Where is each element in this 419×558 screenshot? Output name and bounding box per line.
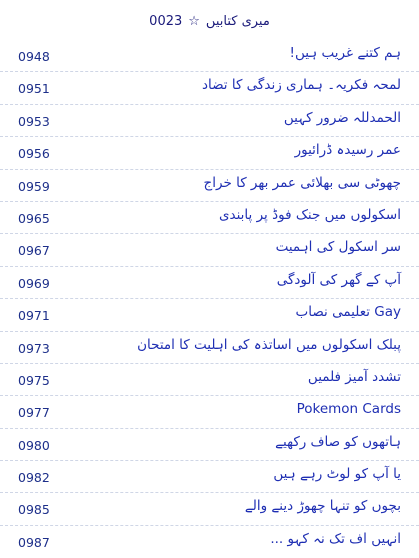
list-item	[0, 429, 419, 461]
item-title-link[interactable]: سر اسکول کی اہمیت	[275, 239, 401, 256]
list-item	[0, 137, 419, 169]
item-title-link[interactable]: انہیں اف تک نہ کہو ...	[270, 530, 401, 547]
article-list	[0, 40, 419, 558]
item-title-link[interactable]: چھوٹی سی بھلائی عمر بھر کا خراج	[203, 174, 401, 191]
list-item	[0, 526, 419, 558]
list-item	[0, 332, 419, 364]
item-number: 0959	[18, 178, 50, 194]
item-number: 0953	[18, 113, 50, 129]
item-number: 0975	[18, 372, 50, 388]
item-title-link[interactable]: Pokemon Cards	[296, 401, 401, 418]
item-number: 0977	[18, 405, 50, 421]
item-title-link[interactable]: ہاتھوں کو صاف رکھیے	[275, 433, 401, 450]
item-title-link[interactable]: تشدد آمیز فلمیں	[307, 368, 401, 385]
item-number: 0956	[18, 146, 50, 162]
item-number: 0980	[18, 437, 50, 453]
item-title-link[interactable]: پبلک اسکولوں میں اساتذہ کی اہلیت کا امتحان	[137, 336, 401, 353]
item-number: 0951	[18, 81, 50, 97]
list-item	[0, 364, 419, 396]
list-item	[0, 234, 419, 266]
list-item	[0, 396, 419, 428]
item-number: 0985	[18, 502, 50, 518]
list-item	[0, 267, 419, 299]
list-item	[0, 202, 419, 234]
header-title: میری کتابیں	[205, 13, 270, 29]
item-title-link[interactable]: بچوں کو تنہا چھوڑ دینے والے	[244, 498, 401, 515]
item-title-link[interactable]: ہم کتنے غریب ہیں!	[289, 45, 401, 61]
list-item	[0, 299, 419, 331]
list-item	[0, 461, 419, 493]
list-item	[0, 105, 419, 137]
item-number: 0973	[18, 340, 50, 356]
list-item	[0, 40, 419, 72]
list-item	[0, 72, 419, 104]
list-item	[0, 493, 419, 525]
item-number: 0982	[18, 470, 50, 486]
item-title-link[interactable]: یا آپ کو لوٹ رہے ہیں	[273, 466, 401, 483]
item-title-link[interactable]: اسکولوں میں جنک فوڈ پر پابندی	[218, 206, 401, 223]
item-number: 0965	[18, 210, 50, 226]
item-number: 0969	[18, 275, 50, 291]
list-item	[0, 170, 419, 202]
item-title-link[interactable]: Gay تعلیمی نصاب	[295, 304, 401, 321]
star-icon: ☆	[188, 13, 200, 29]
page-header	[0, 10, 419, 32]
item-number: 0971	[18, 308, 50, 324]
item-number: 0967	[18, 243, 50, 259]
item-title-link[interactable]: آپ کے گھر کی آلودگی	[276, 271, 401, 288]
item-title-link[interactable]: الحمدللہ ضرور کہیں	[283, 109, 401, 126]
item-number: 0948	[18, 49, 50, 64]
item-number: 0987	[18, 534, 50, 550]
item-title-link[interactable]: عمر رسیدہ ڈرائیور	[294, 142, 401, 159]
header-number: 0023	[149, 13, 183, 29]
item-title-link[interactable]: لمحہ فکریہ۔ ہماری زندگی کا تضاد	[201, 77, 401, 94]
